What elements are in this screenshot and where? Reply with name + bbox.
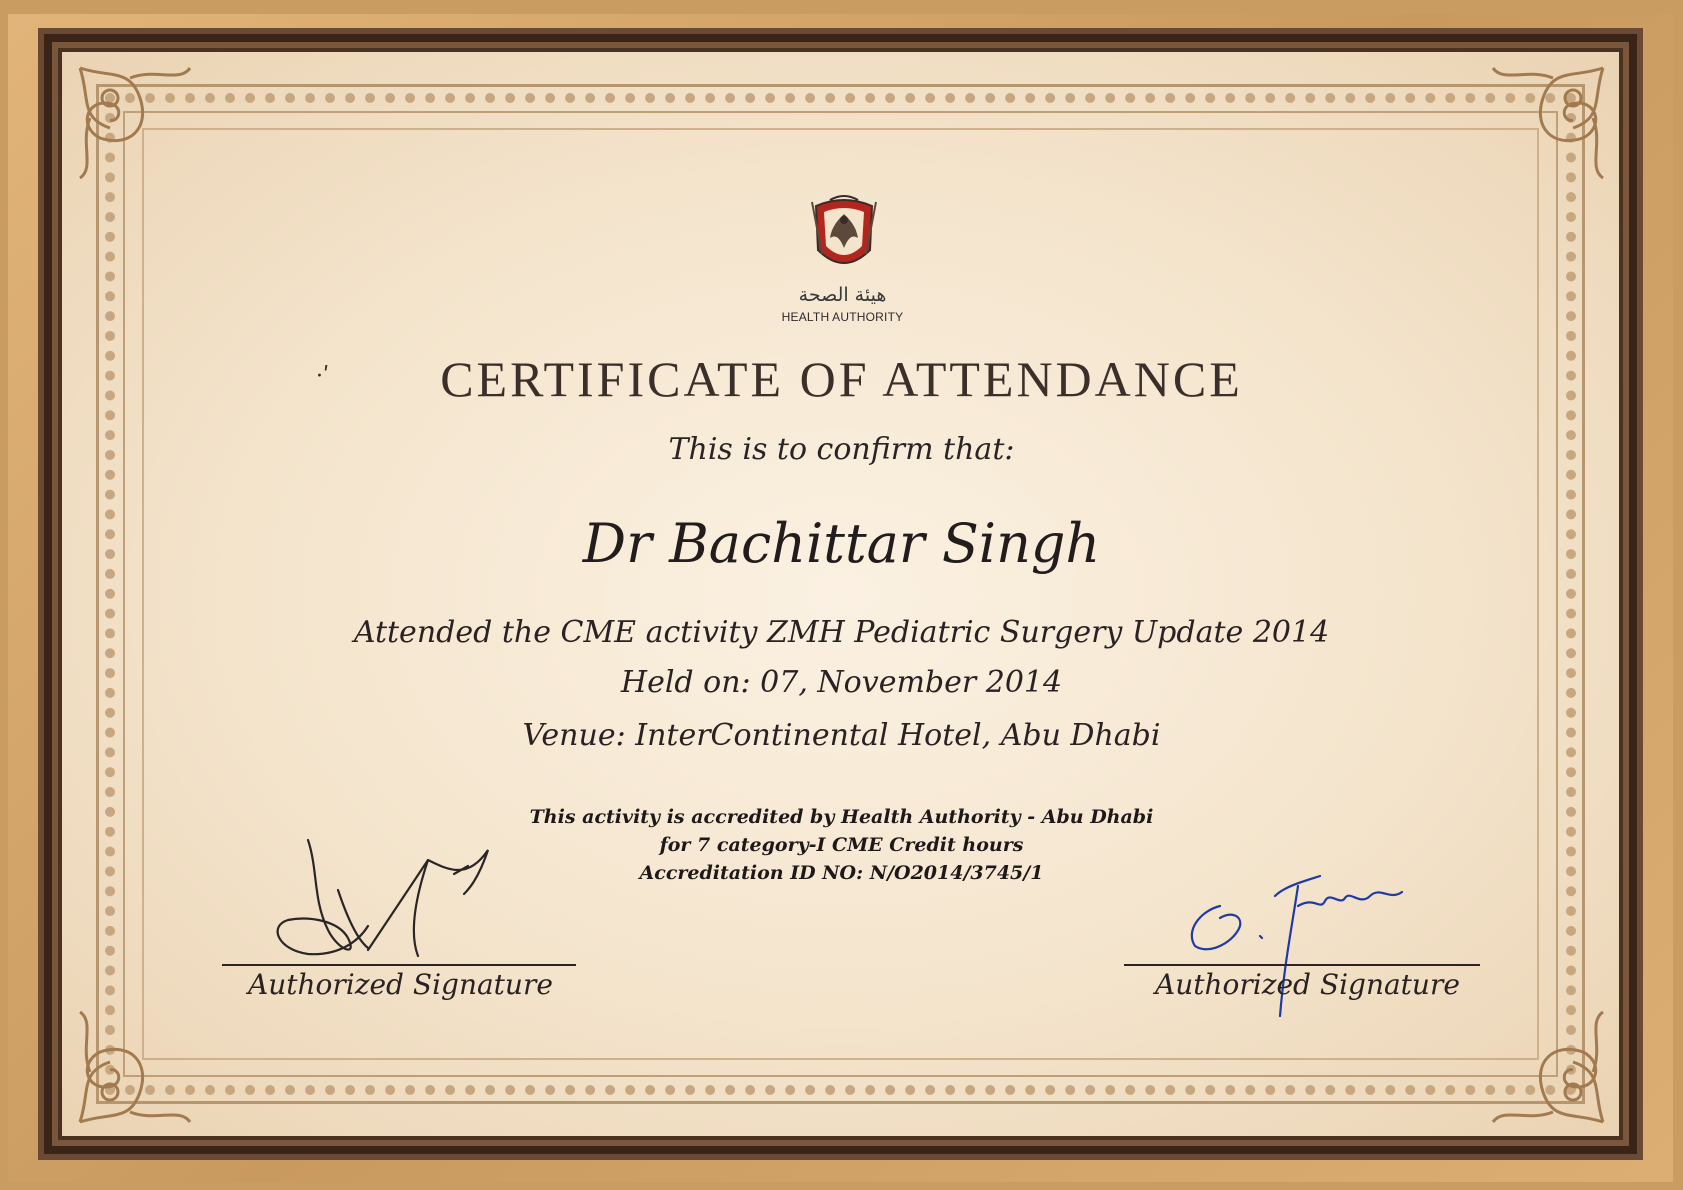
certificate-title: CERTIFICATE OF ATTENDANCE [440, 351, 1243, 407]
falcon-emblem-icon [808, 192, 880, 278]
activity-text: Attended the CME activity ZMH Pediatric Surgery Update 2014 [353, 615, 1330, 650]
left-handwritten-signature [268, 830, 518, 970]
corner-ornament-bottom-right [1483, 1002, 1613, 1132]
accreditation-credit-hours: for 7 category-I CME Credit hours [659, 834, 1024, 856]
corner-ornament-top-right [1483, 58, 1613, 188]
corner-ornament-bottom-left [70, 1002, 200, 1132]
venue-text: Venue: InterContinental Hotel, Abu Dhabi [522, 718, 1161, 753]
left-signature-line [222, 964, 576, 966]
right-signature-line [1124, 964, 1480, 966]
paper-mark: ·ʹ [316, 364, 330, 389]
health-authority-name: HEALTH AUTHORITY [781, 310, 904, 324]
left-signature-label: Authorized Signature [248, 968, 553, 1001]
right-signature-label: Authorized Signature [1155, 968, 1460, 1001]
corner-ornament-top-left [70, 58, 200, 188]
confirm-text: This is to confirm that: [668, 432, 1015, 467]
held-on-date: Held on: 07, November 2014 [620, 665, 1063, 700]
accreditation-id: Accreditation ID NO: N/O2014/3745/1 [639, 862, 1044, 884]
health-authority-arabic-name: هيئة الصحة [798, 284, 887, 306]
accreditation-statement: This activity is accredited by Health Authority - Abu Dhabi [529, 806, 1154, 828]
recipient-name: Dr Bachittar Singh [582, 512, 1101, 575]
